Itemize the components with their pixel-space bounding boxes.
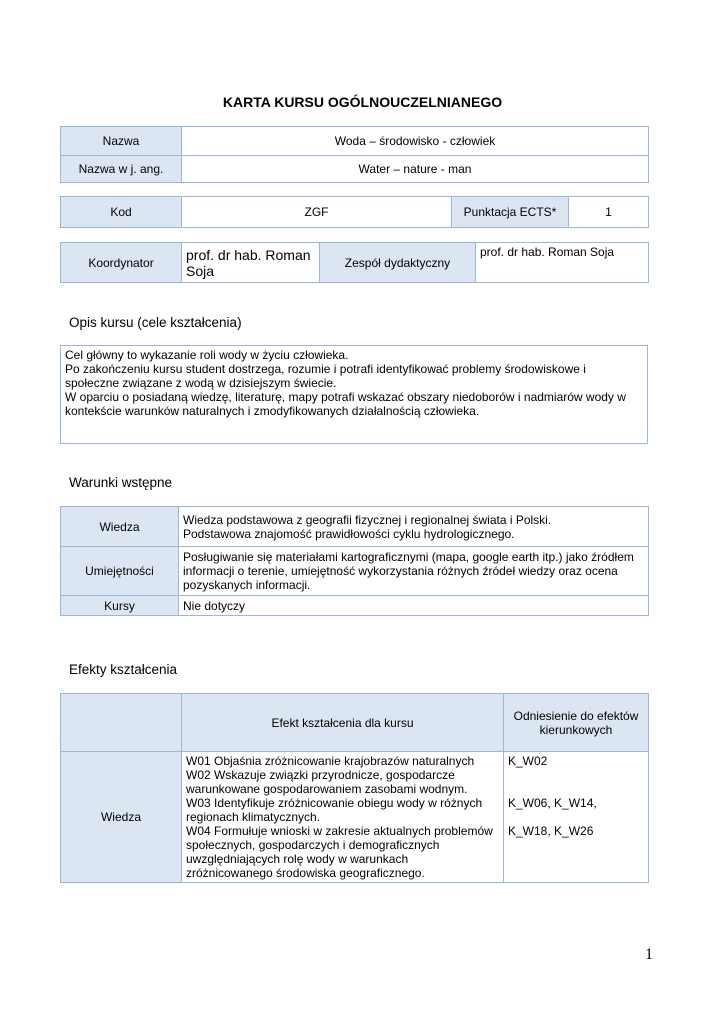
odniesienie-header-line: kierunkowych	[539, 722, 613, 737]
page-number: 1	[645, 946, 653, 963]
umiejetnosci-line: pozyskanych informacji.	[183, 578, 311, 592]
efekty-table	[60, 693, 649, 883]
nazwa-en-value: Water – nature - man	[182, 156, 649, 183]
efekt-line: społecznych, gospodarczych i demograficznych	[186, 838, 440, 852]
kursy-value: Nie dotyczy	[179, 596, 649, 616]
odniesienie-line: K_W02	[508, 754, 548, 768]
opis-line: W oparciu o posiadaną wiedzę, literaturę, mapy potrafi wskazać obszary niedoborów i nadmiarów wody w	[65, 390, 626, 404]
efekt-line: warunkowane gospodarowaniem zasobami wodnym.	[186, 782, 468, 796]
ects-label: Punktacja ECTS*	[452, 197, 569, 228]
efekt-line: W01 Objaśnia zróżnicowanie krajobrazów naturalnych	[186, 754, 475, 768]
efekty-odniesienia-list	[504, 752, 649, 883]
efekt-line: uwzględniających rolę wody w warunkach	[186, 852, 409, 866]
odniesienie-column-header	[504, 694, 649, 752]
efekt-line: regionach klimatycznych.	[186, 810, 321, 824]
warunki-wiedza-label: Wiedza	[61, 507, 179, 547]
course-name-table	[60, 126, 649, 183]
efekty-corner	[61, 694, 182, 752]
kursy-label: Kursy	[61, 596, 179, 616]
odniesienie-line: K_W18, K_W26	[508, 824, 594, 838]
kod-value: ZGF	[182, 197, 452, 228]
opis-line: społeczne związane z wodą w dzisiejszym świecie.	[65, 376, 337, 390]
opis-line: kontekście warunków naturalnych i zmodyfikowanych działalnością człowieka.	[65, 404, 480, 418]
odniesienie-header-line: Odniesienie do efektów	[513, 708, 639, 723]
warunki-heading: Warunki wstępne	[69, 475, 173, 490]
umiejetnosci-line: informacji o terenie, umiejętność wykorzystania różnych źródeł wiedzy oraz ocena	[183, 564, 618, 578]
opis-heading: Opis kursu (cele kształcenia)	[69, 315, 242, 330]
efekt-line: W02 Wskazuje związki przyrodnicze, gospodarcze	[186, 768, 455, 782]
course-code-table	[60, 196, 649, 228]
warunki-table	[60, 506, 649, 616]
nazwa-en-label: Nazwa w j. ang.	[61, 156, 182, 183]
efekt-line: W03 Identyfikuje zróżnicowanie obiegu wody w różnych	[186, 796, 483, 810]
efekt-line: W04 Formułuje wnioski w zakresie aktualnych problemów	[186, 824, 493, 838]
course-staff-table	[60, 242, 649, 283]
umiejetnosci-line: Posługiwanie się materiałami kartograficznymi (mapa, google earth itp.) jako źródłem	[183, 550, 634, 564]
kod-label: Kod	[61, 197, 182, 228]
nazwa-value: Woda – środowisko - człowiek	[182, 127, 649, 156]
wiedza-line: Podstawowa znajomość prawidłowości cyklu hydrologicznego.	[183, 526, 515, 541]
ects-value: 1	[569, 197, 649, 228]
zespol-label: Zespół dydaktyczny	[320, 243, 476, 283]
efekt-column-header: Efekt kształcenia dla kursu	[182, 694, 504, 752]
efekt-line: zróżnicowanego środowiska geograficznego.	[186, 866, 425, 880]
zespol-value: prof. dr hab. Roman Soja	[476, 243, 649, 283]
umiejetnosci-value	[179, 547, 649, 596]
warunki-wiedza-value	[179, 507, 649, 547]
document-title: KARTA KURSU OGÓLNOUCZELNIANEGO	[222, 94, 503, 110]
nazwa-label: Nazwa	[61, 127, 182, 156]
wiedza-line: Wiedza podstawowa z geografii fizycznej i regionalnej świata i Polski.	[183, 512, 552, 527]
opis-line: Cel główny to wykazanie roli wody w życiu człowieka.	[65, 348, 349, 362]
efekty-wiedza-label: Wiedza	[61, 752, 182, 883]
umiejetnosci-label: Umiejętności	[61, 547, 179, 596]
efekty-heading: Efekty kształcenia	[69, 662, 178, 677]
efekty-wiedza-list	[182, 752, 504, 883]
odniesienie-line: K_W06, K_W14,	[508, 796, 597, 810]
koordynator-label: Koordynator	[61, 243, 182, 283]
opis-line: Po zakończeniu kursu student dostrzega, rozumie i potrafi identyfikować problemy środowiskowe i	[65, 362, 586, 376]
koordynator-value: prof. dr hab. Roman Soja	[182, 243, 320, 283]
opis-box	[60, 345, 648, 444]
